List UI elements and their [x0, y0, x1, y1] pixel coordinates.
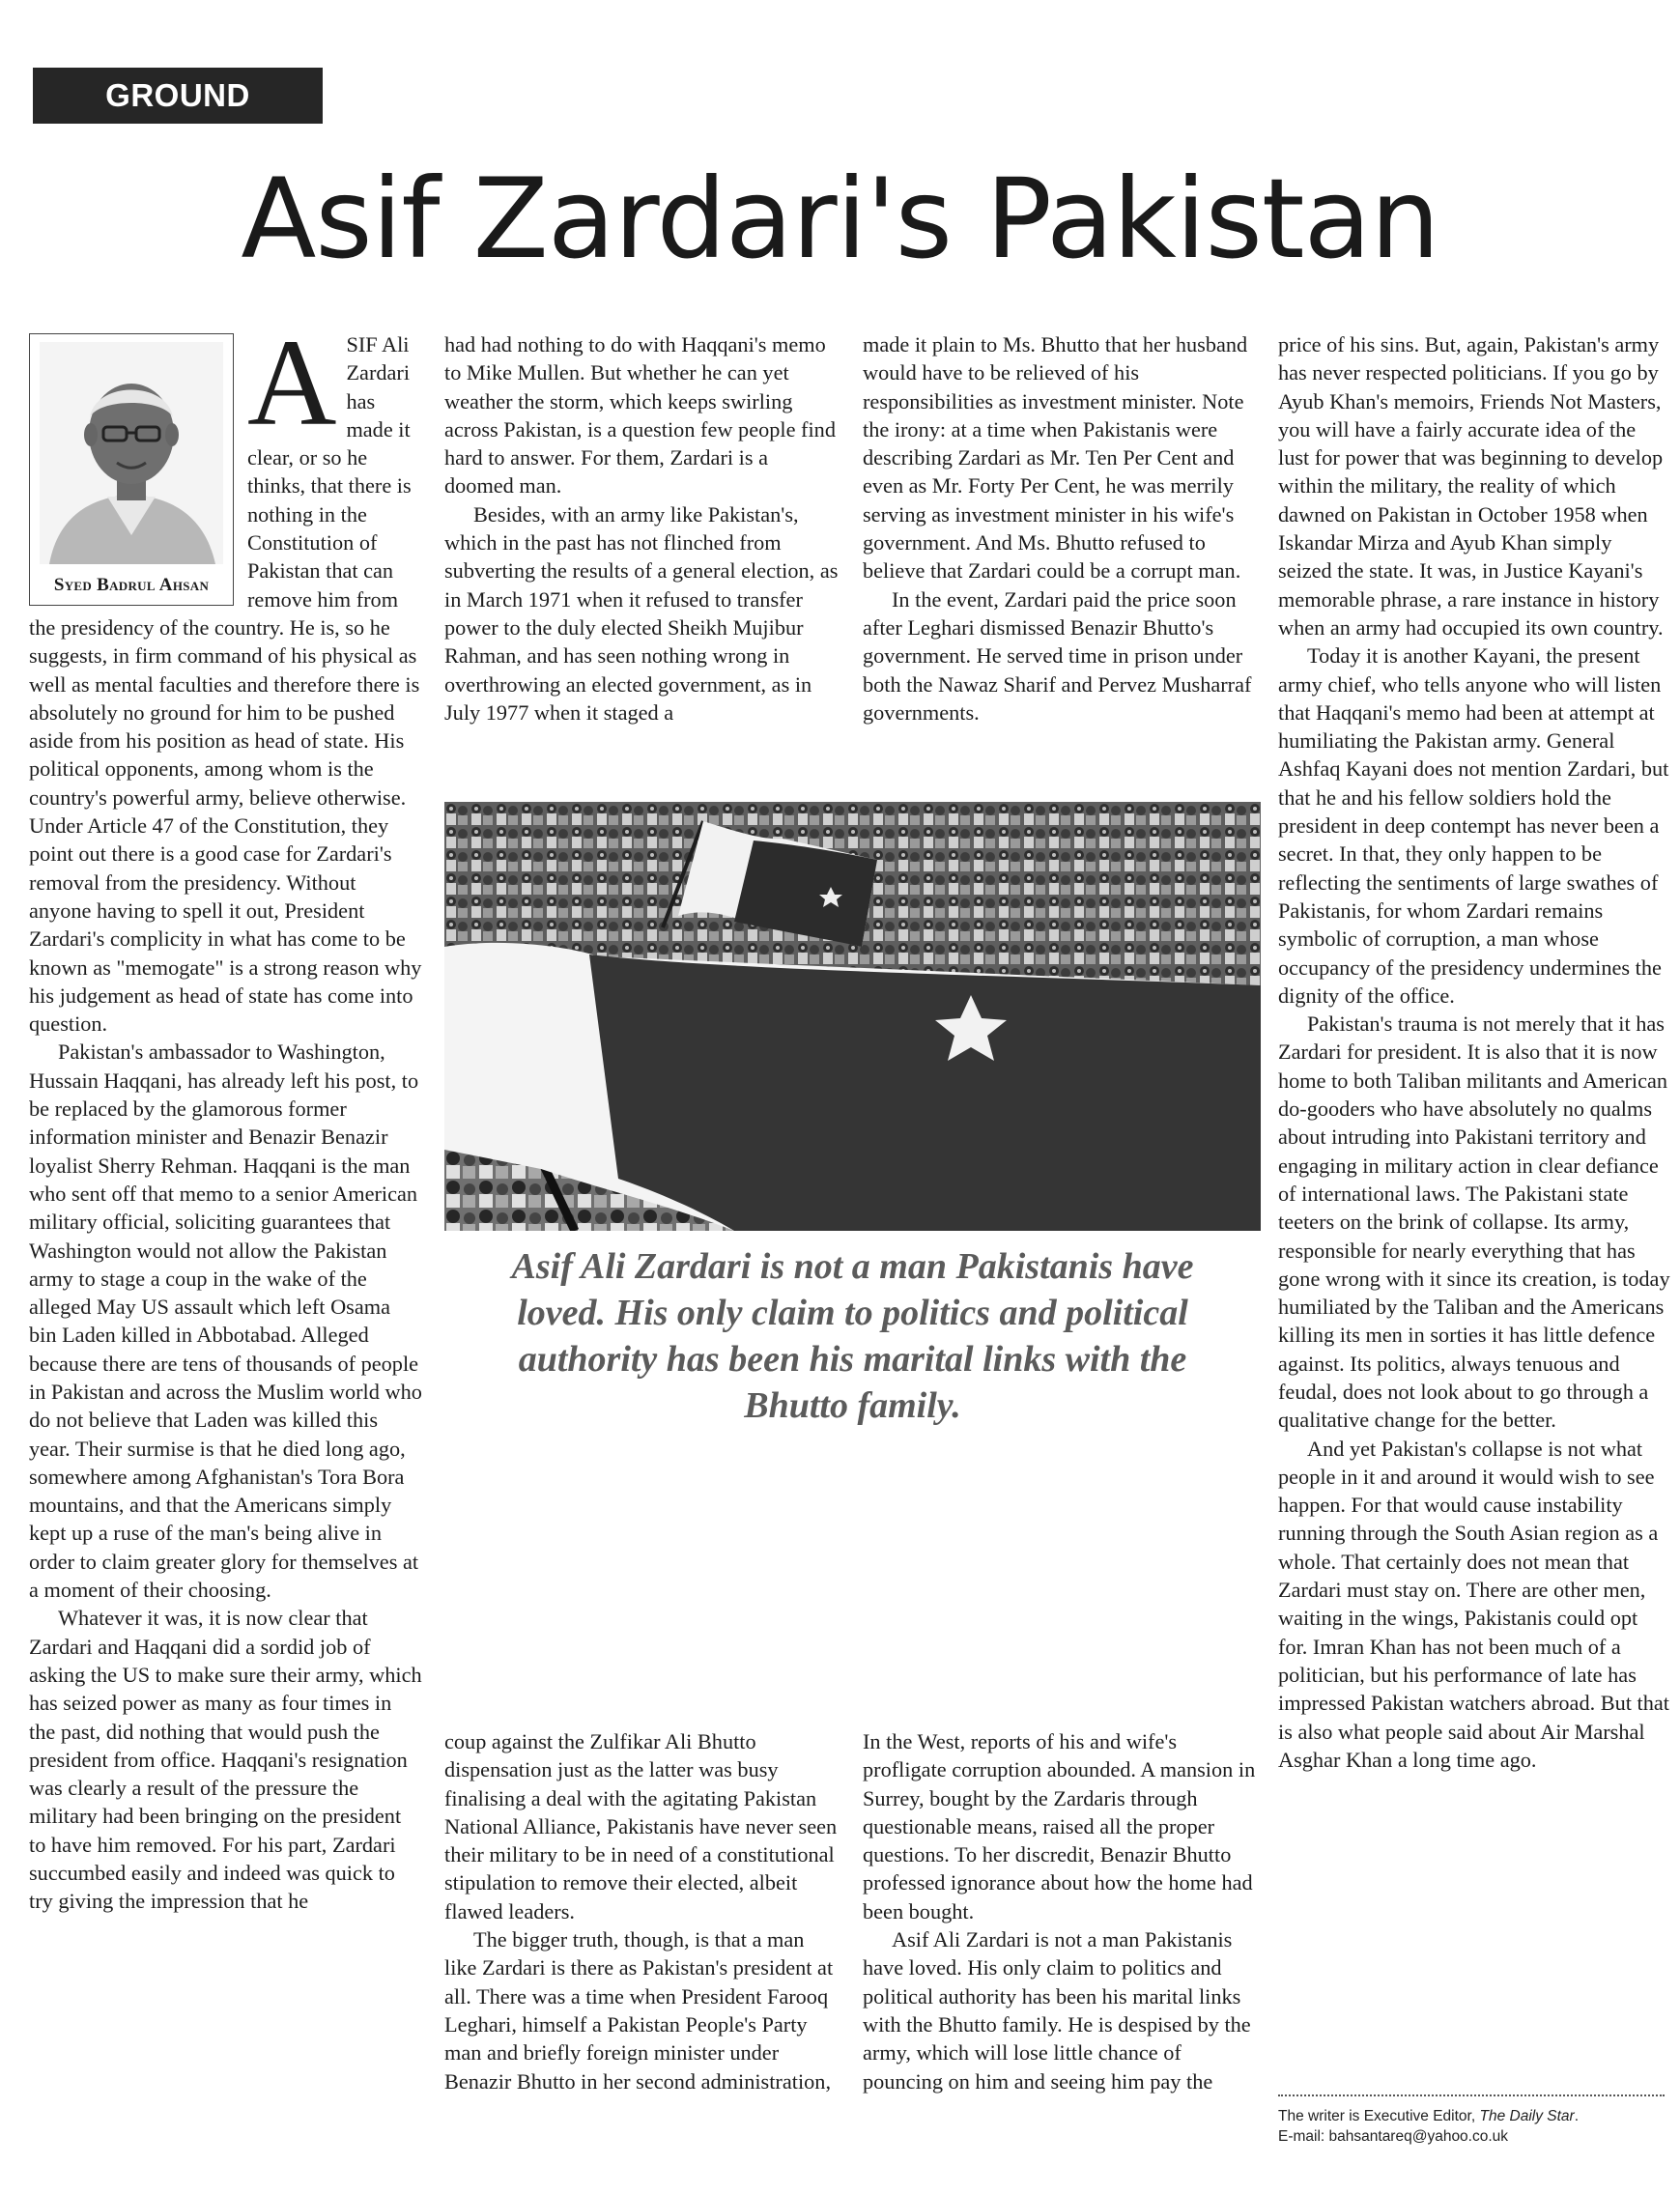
author-portrait [40, 342, 223, 564]
article-paragraph: made it plain to Ms. Bhutto that her husband would have to be relieved of his responsibilities as investment minister. Note the irony: at a time when Pakistanis were describing Zardari as Mr. Ten Per Cent and even as Mr. Forty Per Cent, he was merrily serving as investment minister in his wife's government. And Ms. Bhutto refused to believe that Zardari could be a corrupt man. [863, 332, 1248, 584]
article-paragraph: Besides, with an army like Pakistan's, which in the past has not flinched from subverting the results of a general election, as in March 1971 when it refused to transfer power to the duly elected Sheikh Mujibur Rahman, and has seen nothing wrong in overthrowing an elected government, as in July 1977 when it staged a [444, 501, 839, 725]
article-column-3-top [863, 330, 1261, 794]
article-paragraph: coup against the Zulfikar Ali Bhutto dispensation just as the latter was busy finalising a deal with the agitating Pakistan National Alliance, Pakistanis have never seen their military to be in need of a constitutional stipulation to remove their elected, albeit flawed leaders. [444, 1729, 838, 1923]
crowd-flag-photo [444, 802, 1261, 1231]
article-paragraph: price of his sins. But, again, Pakistan's army has never respected politicians. If you go by Ayub Khan's memoirs, Friends Not Masters, you will have a fairly accurate idea of the lust for power that was beginning to develop within the military, the reality of which dawned on Pakistan in October 1958 when Iskandar Mirza and Ayub Khan simply seized the state. It was, in Justice Kayani's memorable phrase, a rare instance in history when an army had occupied its own country. [1278, 332, 1664, 640]
writer-email: E-mail: bahsantareq@yahoo.co.uk [1278, 2128, 1509, 2145]
article-column-3-bottom [863, 1727, 1261, 2152]
article-paragraph: had had nothing to do with Haqqani's memo to Mike Mullen. But whether he can yet weather the storm, which keeps swirling across Pakistan, is a question few people find hard to answer. For them, Zardari is a doomed man. [444, 332, 836, 499]
publication-name: The Daily Star [1479, 2108, 1575, 2124]
article-column-2-bottom [444, 1727, 840, 2152]
lead-paragraph: SIF Ali Zardari has made it clear, or so he thinks, that there is nothing in the Constitution of Pakistan that can remove him from the presidency of the country. He is, so he suggests, in firm command of his physical as well as mental faculties and therefore there is absolutely no ground for him to be pushed aside from his position as head of state. His political opponents, among whom is the country's powerful army, believe otherwise. Under Article 47 of the Constitution, they point out there is a good case for Zardari's removal from the presidency. Without anyone having to spell it out, President Zardari's complicity in what has come to be known as "memogate" is a strong reason why his judgement as head of state has come into question. [29, 332, 422, 1037]
article-paragraph: The bigger truth, though, is that a man like Zardari is there as Pakistan's president at all. There was a time when President Farooq Leghari, himself a Pakistan People's Party man and briefly foreign minister under Benazir Bhutto in her second administration, [444, 1927, 834, 2094]
article-paragraph: Today it is another Kayani, the present army chief, who tells anyone who will listen that Haqqani's memo had been at attempt at humiliating the Pakistan army. General Ashfaq Kayani does not mention Zardari, but that he and his fellow soldiers hold the president in deep contempt has never been a secret. In that, they only happen to be reflecting the sentiments of large swathes of Pakistanis, for whom Zardari remains symbolic of corruption, a man whose occupancy of the presidency undermines the dignity of the office. [1278, 643, 1669, 1008]
writer-note: The writer is Executive Editor, The Daily Star. E-mail: bahsantareq@yahoo.co.uk [1278, 2106, 1674, 2147]
article-paragraph: Asif Ali Zardari is not a man Pakistanis have loved. His only claim to politics and political authority has been his marital links with the Bhutto family. He is despised by the army, which will lose little chance of pouncing on him and seeing him pay the [863, 1927, 1251, 2094]
article-column-2-top [444, 330, 840, 794]
drop-cap: A [247, 330, 337, 451]
pull-quote: Asif Ali Zardari is not a man Pakistanis have loved. His only claim to politics and political authority has been his marital links with the Bhutto family. [511, 1246, 1194, 1426]
flag-crowd-illustration [444, 802, 1261, 1231]
article-paragraph: And yet Pakistan's collapse is not what people in it and around it would wish to see happen. For that would cause instability running through the South Asian region as a whole. That certainly does not mean that Zardari must stay on. There are other men, waiting in the wings, Pakistanis could opt for. Imran Khan has not been much of a politician, but his performance of late has impressed Pakistan watchers abroad. But that is also what people said about Air Marshal Asghar Khan a long time ago. [1278, 1436, 1669, 1772]
article-paragraph: Whatever it was, it is now clear that Zardari and Haqqani did a sordid job of asking the US to make sure their army, which has seized power as many as four times in the past, did nothing that would push the president from office. Haqqani's resignation was clearly a result of the pressure the military had been bringing on the president to have him removed. For his part, Zardari succumbed easily and indeed was quick to try giving the impression that he [29, 1606, 422, 1914]
writer-title: The writer is Executive Editor, [1278, 2108, 1476, 2124]
article-column-1 [29, 330, 422, 2147]
article-column-4 [1278, 330, 1670, 2050]
footer-divider [1278, 2094, 1665, 2096]
article-paragraph: In the West, reports of his and wife's profligate corruption abounded. A mansion in Surrey, bought by the Zardaris through questionable means, raised all the proper questions. To her discredit, Benazir Bhutto professed ignorance about how the home had been bought. [863, 1729, 1256, 1923]
article-paragraph: Pakistan's trauma is not merely that it has Zardari for president. It is also that it is now home to both Taliban militants and American do-gooders who have absolutely no qualms about intruding into Pakistani territory and engaging in military action in clear defiance of international laws. The Pakistani state teeters on the brink of collapse. Its army, responsible for nearly everything that has gone wrong with it since its creation, is today humiliated by the Taliban and the Americans killing its men in sorties it has little defence against. Its politics, always tenuous and feudal, does not look about to go through a qualitative change for the better. [1278, 1012, 1670, 1433]
article-paragraph: In the event, Zardari paid the price soon after Leghari dismissed Benazir Bhutto's government. He served time in prison under both the Nawaz Sharif and Pervez Musharraf governments. [863, 586, 1252, 725]
author-photo-box [29, 333, 234, 606]
headline: Asif Zardari's Pakistan [241, 155, 1439, 283]
section-tag: GROUND REALITIES [33, 68, 323, 124]
author-name: Syed Badrul Ahsan [53, 574, 210, 595]
article-paragraph: Pakistan's ambassador to Washington, Hussain Haqqani, has already left his post, to be replaced by the glamorous former information minister and Benazir Benazir loyalist Sherry Rehman. Haqqani is the man who sent off that memo to a senior American military official, soliciting guarantees that Washington would not allow the Pakistan army to stage a coup in the wake of the alleged May US assault which left Osama bin Laden killed in Abbotabad. Alleged because there are tens of thousands of people in Pakistan and across the Muslim world who do not believe that Laden was killed this year. Their surmise is that he died long ago, somewhere among Afghanistan's Tora Bora mountains, and that the Americans simply kept up a ruse of the man's being alive in order to claim greater glory for themselves at a moment of their choosing. [29, 1040, 422, 1603]
